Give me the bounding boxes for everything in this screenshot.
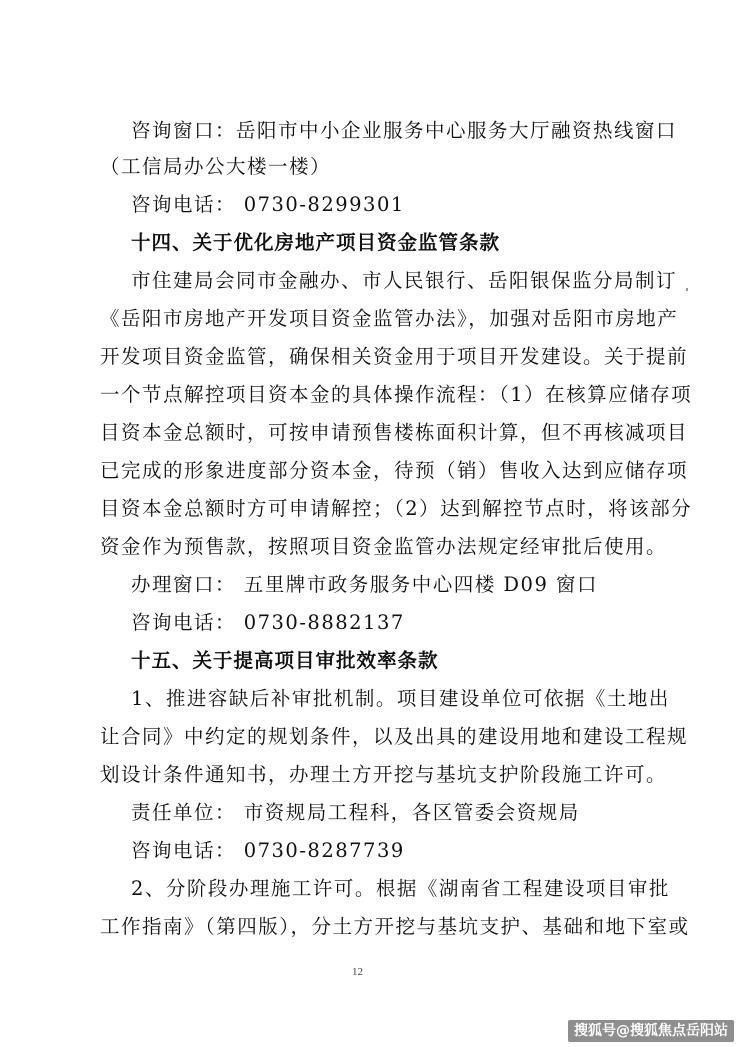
text-line: 开发项目资金监管，确保相关资金用于项目开发建设。关于提前 — [100, 345, 689, 368]
text-line: 2、分阶段办理施工许可。根据《湖南省工程建设项目审批 — [131, 877, 670, 900]
text-line: 咨询窗口：岳阳市中小企业服务中心服务大厅融资热线窗口 — [131, 119, 678, 142]
text-line: 目资本金总额时方可申请解控；（2）达到解控节点时，将该部分 — [100, 497, 693, 520]
text-line: 划设计条件通知书，办理土方开挖与基坑支护阶段施工许可。 — [100, 763, 668, 786]
text-line: 咨询电话： 0730-8299301 — [131, 193, 405, 216]
section-heading: 十四、关于优化房地产项目资金监管条款 — [131, 231, 501, 254]
text-line: 目资本金总额时，可按申请预售楼栋面积计算，但不再核减项目 — [100, 421, 689, 444]
text-line: 已完成的形象进度部分资本金，待预（销）售收入达到应储存项 — [100, 459, 689, 482]
text-line: 咨询电话： 0730-8882137 — [131, 611, 405, 634]
text-line: 工作指南》（第四版），分土方开挖与基坑支护、基础和地下室或 — [100, 915, 690, 938]
text-line: 1、推进容缺后补审批机制。项目建设单位可依据《土地出 — [131, 687, 670, 710]
section-heading: 十五、关于提高项目审批效率条款 — [131, 649, 439, 672]
text-line: 办理窗口： 五里牌市政务服务中心四楼 D09 窗口 — [131, 573, 599, 596]
text-line: 市住建局会同市金融办、市人民银行、岳阳银保监分局制订 — [131, 269, 678, 292]
watermark-badge: 搜狐号@搜狐焦点岳阳站 — [568, 1020, 734, 1042]
text-line: 让合同》中约定的规划条件，以及出具的建设用地和建设工程规 — [100, 725, 689, 748]
text-line: 咨询电话： 0730-8287739 — [131, 839, 405, 862]
text-line: 责任单位： 市资规局工程科，各区管委会资规局 — [131, 801, 580, 824]
page-number: 12 — [352, 966, 363, 978]
text-line: 《岳阳市房地产开发项目资金监管办法》，加强对岳阳市房地产 — [100, 307, 679, 330]
scan-speck — [686, 288, 688, 291]
text-line: 一个节点解控项目资本金的具体操作流程：（1）在核算应储存项 — [100, 383, 693, 406]
text-line: （工信局办公大楼一楼） — [100, 155, 332, 178]
text-line: 资金作为预售款，按照项目资金监管办法规定经审批后使用。 — [100, 535, 668, 558]
